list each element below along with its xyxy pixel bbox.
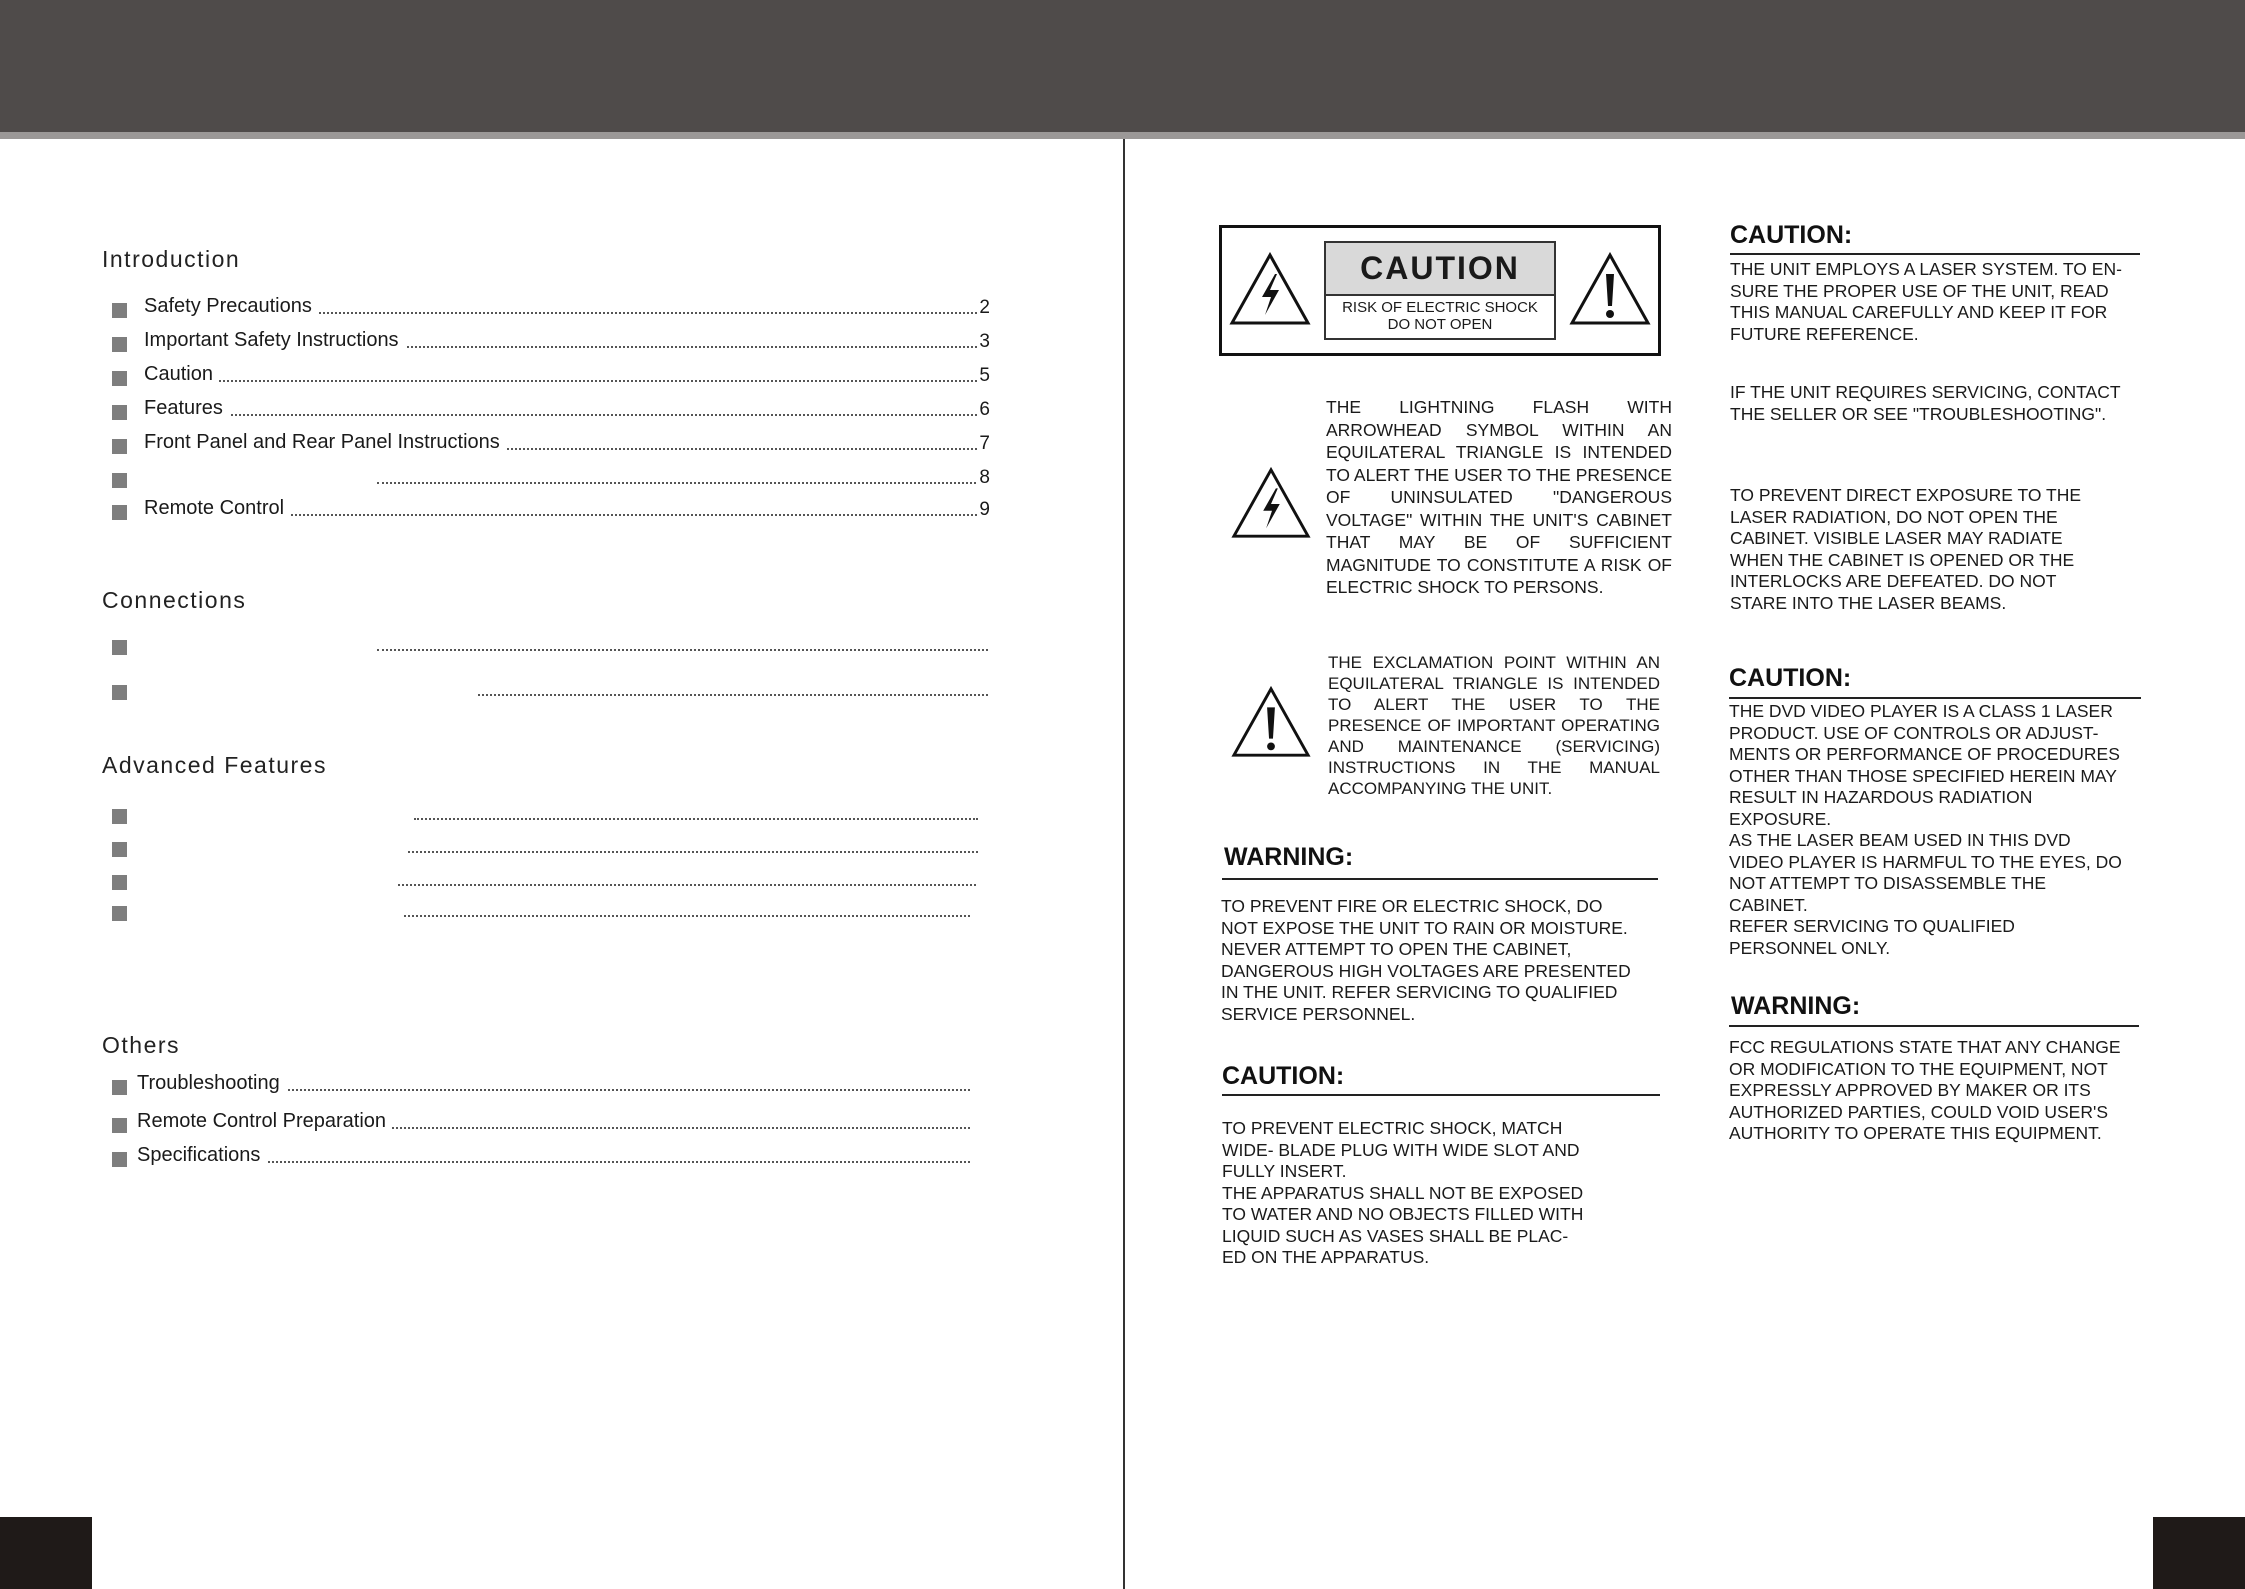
toc-item[interactable] xyxy=(112,834,988,864)
toc-item[interactable] xyxy=(112,329,988,359)
exclamation-triangle-icon xyxy=(1231,685,1311,759)
heading-rule xyxy=(1729,1025,2139,1027)
header-stripe xyxy=(0,132,2245,139)
toc-item[interactable] xyxy=(112,363,988,393)
caution-heading: CAUTION: xyxy=(1222,1062,1345,1090)
toc-section-advanced: Advanced Features xyxy=(102,752,327,778)
toc-item[interactable] xyxy=(112,801,988,831)
toc-item[interactable] xyxy=(112,1072,970,1102)
bullet-square-icon xyxy=(112,505,127,520)
toc-item-label: Specifications xyxy=(137,1144,266,1167)
toc-item-page: 8 xyxy=(979,467,990,488)
lightning-symbol-description: THE LIGHTNING FLASH WITH ARROWHEAD SYMBOL WITHIN AN EQUILATERAL TRIANGLE IS INTENDED TO ALERT THE USER TO THE PRESENCE OF UNINSULATED "DANGEROUS VOLTAGE" WITHIN THE UNIT'S CABINET THAT MAY BE OF SUFFICIENT MAGNITUDE TO CONSTITUTE A RISK OF ELECTRIC SHOCK TO PERSONS. xyxy=(1326,397,1672,597)
bullet-square-icon xyxy=(112,405,127,420)
warning-heading: WARNING: xyxy=(1224,843,1354,871)
bullet-square-icon xyxy=(112,640,127,655)
bullet-square-icon xyxy=(112,1080,127,1095)
page-corner-right xyxy=(2153,1517,2245,1589)
toc-item-label: Troubleshooting xyxy=(137,1072,286,1095)
leader-dots xyxy=(414,818,978,820)
caution-heading: CAUTION: xyxy=(1730,221,1853,249)
heading-rule xyxy=(1222,878,1658,880)
leader-dots xyxy=(398,884,976,886)
caution-label-line1: RISK OF ELECTRIC SHOCK xyxy=(1342,299,1538,316)
bullet-square-icon xyxy=(112,303,127,318)
lightning-triangle-icon xyxy=(1229,252,1311,326)
leader-dots xyxy=(144,414,988,416)
heading-rule xyxy=(1729,697,2141,699)
toc-item-page: 6 xyxy=(979,399,990,420)
bullet-square-icon xyxy=(112,337,127,352)
exclamation-triangle-icon xyxy=(1569,252,1651,326)
laser-system-text: THE UNIT EMPLOYS A LASER SYSTEM. TO EN- SURE THE PROPER USE OF THE UNIT, READ THIS MANUAL CAREFULLY AND KEEP IT FOR FUTURE REFERENCE. xyxy=(1730,259,2122,344)
caution-label-line2: DO NOT OPEN xyxy=(1387,316,1493,333)
toc-item-label: Remote Control xyxy=(144,497,290,520)
toc-item[interactable] xyxy=(112,431,988,461)
toc-item[interactable] xyxy=(112,632,988,662)
bullet-square-icon xyxy=(112,906,127,921)
bullet-square-icon xyxy=(112,473,127,488)
bullet-square-icon xyxy=(112,371,127,386)
toc-item[interactable] xyxy=(112,465,988,495)
bullet-square-icon xyxy=(112,1118,127,1133)
bullet-square-icon xyxy=(112,1152,127,1167)
bullet-square-icon xyxy=(112,685,127,700)
exclamation-symbol-description: THE EXCLAMATION POINT WITHIN AN EQUILATERAL TRIANGLE IS INTENDED TO ALERT THE USER TO THE PRESENCE OF IMPORTANT OPERATING AND MAINTENANCE (SERVICING) INSTRUCTIONS IN THE MANUAL ACCOMPANYING THE UNIT. xyxy=(1328,653,1660,798)
leader-dots xyxy=(377,649,988,651)
leader-dots xyxy=(478,694,988,696)
toc-item-label: Caution xyxy=(144,363,219,386)
toc-section-introduction: Introduction xyxy=(102,246,241,272)
warning-heading: WARNING: xyxy=(1731,992,1861,1020)
caution-label xyxy=(1324,241,1556,340)
bullet-square-icon xyxy=(112,809,127,824)
toc-section-others: Others xyxy=(102,1032,181,1058)
toc-item-label: Features xyxy=(144,397,229,420)
toc-item-label: Important Safety Instructions xyxy=(144,329,405,352)
leader-dots xyxy=(404,915,970,917)
header-bar xyxy=(0,0,2245,132)
toc-item-label: Front Panel and Rear Panel Instructions xyxy=(144,431,506,454)
fcc-text: FCC REGULATIONS STATE THAT ANY CHANGE OR MODIFICATION TO THE EQUIPMENT, NOT EXPRESSLY APPROVED BY MAKER OR ITS AUTHORIZED PARTIES, COULD VOID USER'S AUTHORITY TO OPERATE THIS EQUIPMENT. xyxy=(1729,1037,2121,1143)
laser-exposure-text: TO PREVENT DIRECT EXPOSURE TO THE LASER RADIATION, DO NOT OPEN THE CABINET. VISIBLE LASER MAY RADIATE WHEN THE CABINET IS OPENED OR THE INTERLOCKS ARE DEFEATED. DO NOT STARE INTO THE LASER BEAMS. xyxy=(1730,485,2082,613)
heading-rule xyxy=(1730,253,2140,255)
caution-heading: CAUTION: xyxy=(1729,664,1852,692)
toc-item[interactable] xyxy=(112,867,988,897)
leader-dots xyxy=(377,482,988,484)
leader-dots xyxy=(144,380,988,382)
toc-item-label: Remote Control Preparation xyxy=(137,1110,392,1133)
toc-item[interactable] xyxy=(112,1110,970,1140)
toc-item-page: 9 xyxy=(979,499,990,520)
bullet-square-icon xyxy=(112,439,127,454)
leader-dots xyxy=(408,851,978,853)
toc-item-page: 7 xyxy=(979,433,990,454)
toc-item-page: 5 xyxy=(979,365,990,386)
toc-item[interactable] xyxy=(112,1144,970,1174)
caution-text: TO PREVENT ELECTRIC SHOCK, MATCH WIDE- BLADE PLUG WITH WIDE SLOT AND FULLY INSERT. THE APPARATUS SHALL NOT BE EXPOSED TO WATER AND NO OBJECTS FILLED WITH LIQUID SUCH AS VASES SHALL BE PLAC- ED ON THE APPARATUS. xyxy=(1222,1118,1584,1267)
toc-item-page: 2 xyxy=(979,297,990,318)
servicing-text: IF THE UNIT REQUIRES SERVICING, CONTACT THE SELLER OR SEE "TROUBLESHOOTING". xyxy=(1730,382,2121,424)
toc-item[interactable] xyxy=(112,497,988,527)
warning-text: TO PREVENT FIRE OR ELECTRIC SHOCK, DO NOT EXPOSE THE UNIT TO RAIN OR MOISTURE. NEVER ATTEMPT TO OPEN THE CABINET, DANGEROUS HIGH VOLTAGES ARE PRESENTED IN THE UNIT. REFER SERVICING TO QUALIFIED SERVICE PERSONNEL. xyxy=(1221,896,1631,1024)
toc-item[interactable] xyxy=(112,677,988,707)
class1-laser-text: THE DVD VIDEO PLAYER IS A CLASS 1 LASER PRODUCT. USE OF CONTROLS OR ADJUST- MENTS OR PERFORMANCE OF PROCEDURES OTHER THAN THOSE SPECIFIED HEREIN MAY RESULT IN HAZARDOUS RADIATION EXPOSURE. AS THE LASER BEAM USED IN THIS DVD VIDEO PLAYER IS HARMFUL TO THE EYES, DO NOT ATTEMPT TO DISASSEMBLE THE CABINET. REFER SERVICING TO QUALIFIED PERSONNEL ONLY. xyxy=(1729,701,2122,958)
toc-item-label: Safety Precautions xyxy=(144,295,318,318)
bullet-square-icon xyxy=(112,842,127,857)
caution-label-title: CAUTION xyxy=(1326,243,1554,296)
page-corner-left xyxy=(0,1517,92,1589)
toc-item[interactable] xyxy=(112,295,988,325)
bullet-square-icon xyxy=(112,875,127,890)
page-divider xyxy=(1123,139,1125,1589)
toc-item-page: 3 xyxy=(979,331,990,352)
lightning-triangle-icon xyxy=(1231,466,1311,540)
heading-rule xyxy=(1222,1094,1660,1096)
toc-section-connections: Connections xyxy=(102,587,247,613)
toc-item[interactable] xyxy=(112,898,988,928)
toc-item[interactable] xyxy=(112,397,988,427)
